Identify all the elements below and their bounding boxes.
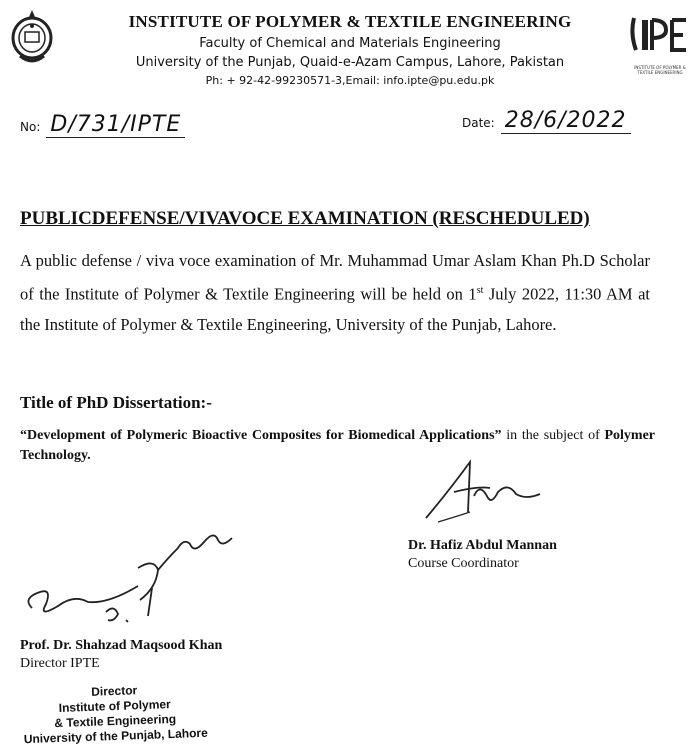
notice-body (20, 246, 650, 340)
date-value: 28/6/2022 (501, 108, 631, 134)
stamp-line-1: Director (90, 683, 138, 699)
director-stamp (19, 681, 211, 748)
stamp-line-4: University of the Punjab, Lahore (23, 725, 208, 747)
notice-body-part1: A public defense / viva voce examination of Mr. Muhammad Umar Aslam Khan Ph.D Scholar of the Institute of Polymer & Textile Engineering will be held on 1 (20, 251, 650, 304)
date-label: Date: (462, 116, 495, 130)
coordinator-signature (418, 452, 548, 530)
dissertation-text (20, 426, 655, 466)
university-address: University of the Punjab, Quaid-e-Azam Campus, Lahore, Pakistan (135, 55, 565, 70)
dissertation-subject: Polymer Technology. (20, 428, 655, 463)
director-signature (18, 508, 248, 628)
reference-value: D/731/IPTE (46, 112, 185, 138)
notice-body-ordinal: st (476, 285, 484, 296)
ipte-logo-caption: INSTITUTE OF POLYMER & TEXTILE ENGINEERING (634, 65, 686, 75)
institute-name: INSTITUTE OF POLYMER & TEXTILE ENGINEERING (128, 12, 572, 31)
stamp-line-2: Institute of Polymer (58, 697, 171, 715)
contact-info: Ph: + 92-42-99230571-3,Email: info.ipte@pu.edu.pk (205, 74, 495, 87)
coordinator-role: Course Coordinator (408, 556, 519, 571)
reference-label: No: (20, 120, 41, 134)
notice-body-part2: July 2022, 11:30 AM at the Institute of Polymer & Textile Engineering, University of the Punjab, Lahore. (20, 284, 651, 334)
notice-heading: PUBLICDEFENSE/VIVAVOCE EXAMINATION (RESCHEDULED) (20, 208, 590, 229)
dissertation-heading: Title of PhD Dissertation:- (20, 393, 212, 412)
director-name: Prof. Dr. Shahzad Maqsood Khan (20, 638, 223, 653)
faculty-name: Faculty of Chemical and Materials Engineering (199, 36, 501, 51)
reference-number (20, 112, 185, 138)
director-role: Director IPTE (20, 656, 100, 671)
dissertation-title: “Development of Polymeric Bioactive Composites for Biomedical Applications” (20, 428, 502, 443)
issue-date (462, 108, 631, 134)
coordinator-name: Dr. Hafiz Abdul Mannan (408, 538, 557, 553)
stamp-line-3: & Textile Engineering (54, 711, 177, 731)
dissertation-connector: in the subject of (501, 428, 605, 443)
